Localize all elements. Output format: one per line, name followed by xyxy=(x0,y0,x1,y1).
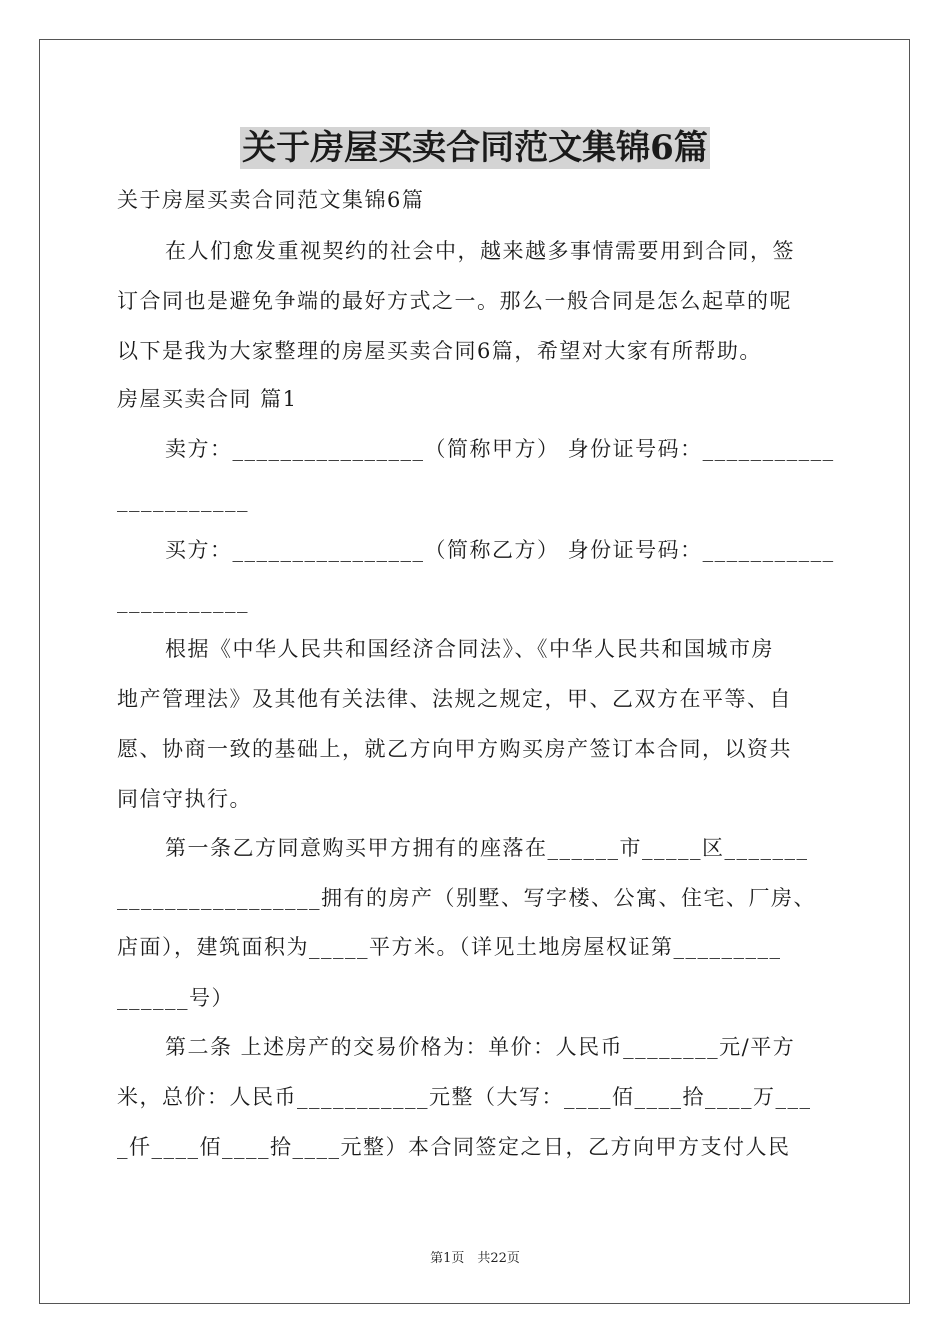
buyer-line-continued: ___________ xyxy=(117,589,249,613)
page-footer: 第1页 共22页 xyxy=(430,1251,520,1266)
paragraph-line: 同信守执行。 xyxy=(117,787,252,811)
seller-line: 卖方：________________（简称甲方） 身份证号码：___________ xyxy=(165,437,835,461)
paragraph-line: 订合同也是避免争端的最好方式之一。那么一般合同是怎么起草的呢 xyxy=(117,289,792,313)
paragraph-line: 以下是我为大家整理的房屋买卖合同6篇，希望对大家有所帮助。 xyxy=(117,339,762,363)
subtitle-line: 关于房屋买卖合同范文集锦6篇 xyxy=(117,188,425,212)
paragraph-line: 地产管理法》及其他有关法律、法规之规定，甲、乙双方在平等、自 xyxy=(117,687,792,711)
article-one-line: 第一条乙方同意购买甲方拥有的座落在______市_____区_______ xyxy=(165,836,809,860)
seller-line-continued: ___________ xyxy=(117,488,249,512)
article-one-line: 店面），建筑面积为_____平方米。（详见土地房屋权证第_________ xyxy=(117,935,782,959)
section-heading: 房屋买卖合同 篇1 xyxy=(117,387,298,411)
paragraph-line: 根据《中华人民共和国经济合同法》、《中华人民共和国城市房 xyxy=(165,637,774,661)
article-one-line: ______号） xyxy=(117,986,234,1010)
article-two-line: _仟____佰____拾____元整）本合同签定之日，乙方向甲方支付人民 xyxy=(117,1135,791,1159)
article-two-line: 第二条 上述房产的交易价格为：单价：人民币________元/平方 xyxy=(165,1035,796,1059)
paragraph-line: 在人们愈发重视契约的社会中，越来越多事情需要用到合同，签 xyxy=(165,239,795,263)
page-border xyxy=(39,39,910,1304)
buyer-line: 买方：________________（简称乙方） 身份证号码：___________ xyxy=(165,538,835,562)
paragraph-line: 愿、协商一致的基础上，就乙方向甲方购买房产签订本合同，以资共 xyxy=(117,737,792,761)
document-title: 关于房屋买卖合同范文集锦6篇 xyxy=(242,128,708,168)
title-container xyxy=(0,127,950,169)
article-two-line: 米，总价：人民币___________元整（大写：____佰____拾____万___ xyxy=(117,1085,812,1109)
article-one-line: _________________拥有的房产（别墅、写字楼、公寓、住宅、厂房、 xyxy=(117,886,816,910)
